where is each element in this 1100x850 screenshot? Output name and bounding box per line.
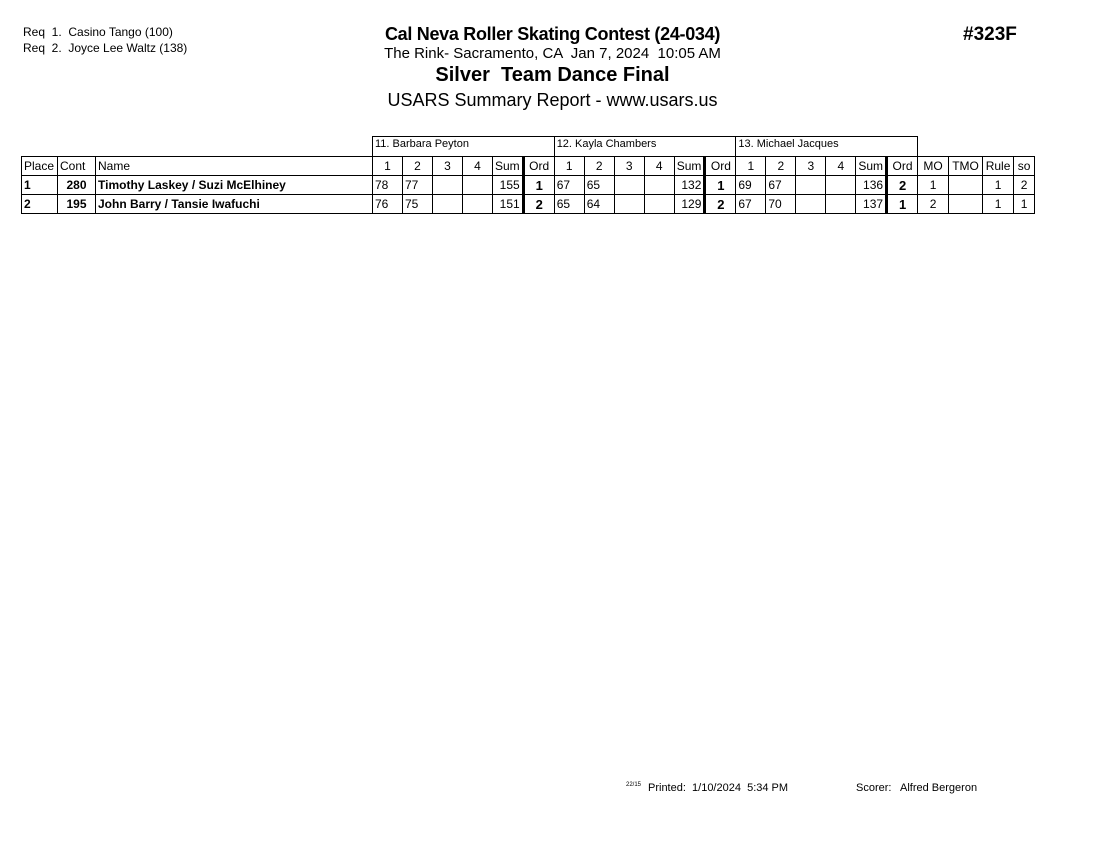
judge-2-name: 12. Kayla Chambers: [554, 137, 736, 157]
ordinal-value: 1: [705, 176, 736, 195]
contest-title: Cal Neva Roller Skating Contest (24-034): [384, 24, 721, 44]
event-number: #323F: [963, 24, 1017, 45]
col-mark-1: 1: [736, 157, 766, 176]
col-mark-3: 3: [614, 157, 644, 176]
col-sum: Sum: [856, 157, 887, 176]
sum-value: 137: [856, 195, 887, 214]
mark-value: [463, 195, 493, 214]
mark-value: 67: [736, 195, 766, 214]
col-mark-2: 2: [766, 157, 796, 176]
so-value: 1: [1014, 195, 1035, 214]
ordinal-value: 1: [887, 195, 918, 214]
team-name: Timothy Laskey / Suzi McElhiney: [96, 176, 373, 195]
col-sum: Sum: [493, 157, 524, 176]
col-mark-4: 4: [644, 157, 674, 176]
col-mark-1: 1: [373, 157, 403, 176]
mark-value: 75: [403, 195, 433, 214]
mark-value: [796, 176, 826, 195]
col-mark-1: 1: [554, 157, 584, 176]
mark-value: 76: [373, 195, 403, 214]
judge-3-name: 13. Michael Jacques: [736, 137, 918, 157]
place: 2: [22, 195, 58, 214]
mark-value: [614, 176, 644, 195]
venue-date: The Rink- Sacramento, CA Jan 7, 2024 10:05 AM: [384, 45, 721, 62]
so-value: 2: [1014, 176, 1035, 195]
sum-value: 132: [674, 176, 705, 195]
col-name: Name: [96, 157, 373, 176]
requirement-2: Req 2. Joyce Lee Waltz (138): [23, 41, 188, 55]
mo-value: 1: [918, 176, 949, 195]
col-mark-4: 4: [463, 157, 493, 176]
col-mark-2: 2: [584, 157, 614, 176]
col-ord: Ord: [523, 157, 554, 176]
place: 1: [22, 176, 58, 195]
mark-value: [644, 176, 674, 195]
mark-value: [644, 195, 674, 214]
footer-page-code: 22/15: [626, 782, 642, 788]
mark-value: [796, 195, 826, 214]
results-table: [21, 136, 1035, 214]
col-ord: Ord: [705, 157, 736, 176]
report-title: USARS Summary Report - www.usars.us: [387, 90, 718, 110]
col-rule: Rule: [983, 157, 1014, 176]
mark-value: 69: [736, 176, 766, 195]
col-mark-3: 3: [796, 157, 826, 176]
ordinal-value: 2: [523, 195, 554, 214]
col-place: Place: [22, 157, 58, 176]
mark-value: [463, 176, 493, 195]
mark-value: [433, 195, 463, 214]
mark-value: 78: [373, 176, 403, 195]
competitor-number: 280: [58, 176, 96, 195]
mark-value: 77: [403, 176, 433, 195]
table-row: [22, 195, 1035, 214]
ordinal-value: 2: [705, 195, 736, 214]
mo-value: 2: [918, 195, 949, 214]
mark-value: 67: [766, 176, 796, 195]
ordinal-value: 1: [523, 176, 554, 195]
mark-value: [433, 176, 463, 195]
scorer-name: Scorer: Alfred Bergeron: [856, 782, 978, 794]
col-sum: Sum: [674, 157, 705, 176]
col-so: so: [1014, 157, 1035, 176]
tmo-value: [949, 195, 983, 214]
col-mark-4: 4: [826, 157, 856, 176]
event-title: Silver Team Dance Final: [435, 64, 670, 86]
requirement-1: Req 1. Casino Tango (100): [23, 25, 173, 39]
judge-header-row: [22, 137, 1035, 157]
mark-value: [614, 195, 644, 214]
column-header-row: [22, 157, 1035, 176]
mark-value: 64: [584, 195, 614, 214]
sum-value: 129: [674, 195, 705, 214]
mark-value: 70: [766, 195, 796, 214]
ordinal-value: 2: [887, 176, 918, 195]
rule-value: 1: [983, 195, 1014, 214]
col-mo: MO: [918, 157, 949, 176]
table-row: [22, 176, 1035, 195]
sum-value: 136: [856, 176, 887, 195]
mark-value: 67: [554, 176, 584, 195]
col-ord: Ord: [887, 157, 918, 176]
col-mark-3: 3: [433, 157, 463, 176]
mark-value: 65: [584, 176, 614, 195]
sum-value: 155: [493, 176, 524, 195]
tmo-value: [949, 176, 983, 195]
competitor-number: 195: [58, 195, 96, 214]
rule-value: 1: [983, 176, 1014, 195]
mark-value: [826, 176, 856, 195]
col-cont: Cont: [58, 157, 96, 176]
judge-1-name: 11. Barbara Peyton: [373, 137, 555, 157]
team-name: John Barry / Tansie Iwafuchi: [96, 195, 373, 214]
sum-value: 151: [493, 195, 524, 214]
printed-timestamp: Printed: 1/10/2024 5:34 PM: [648, 782, 789, 794]
col-mark-2: 2: [403, 157, 433, 176]
mark-value: 65: [554, 195, 584, 214]
mark-value: [826, 195, 856, 214]
col-tmo: TMO: [949, 157, 983, 176]
